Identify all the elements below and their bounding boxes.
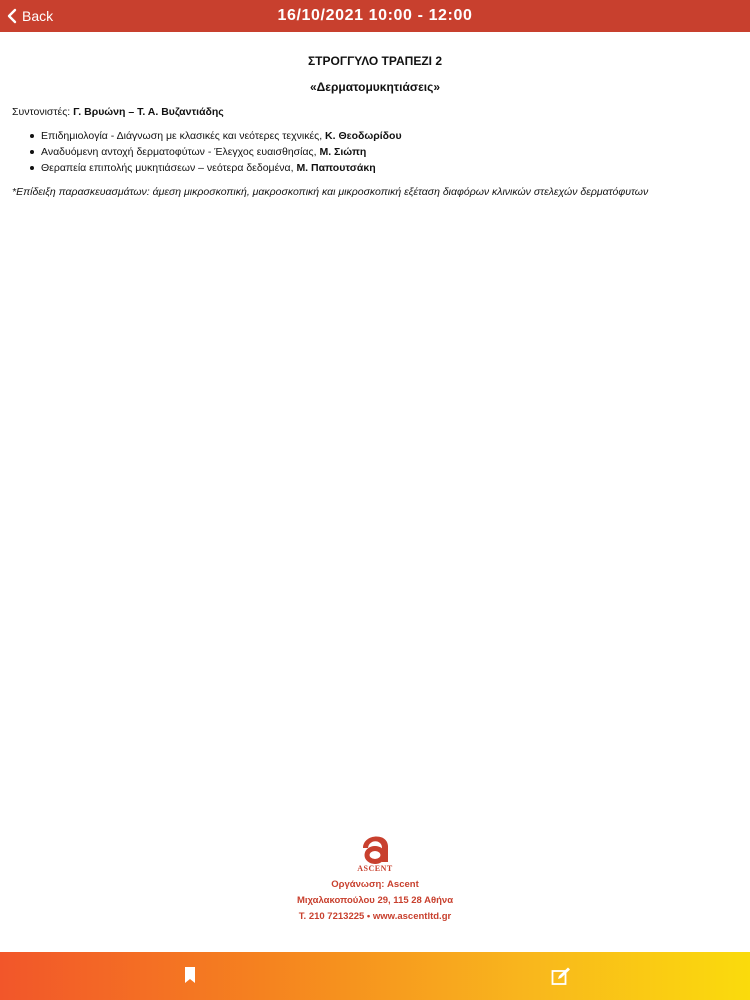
- session-details: [12, 54, 738, 198]
- bookmark-icon: [181, 966, 201, 986]
- bottom-tab-bar: [0, 952, 750, 1000]
- back-button[interactable]: [6, 0, 53, 32]
- organizer-line: Οργάνωση: Ascent: [331, 879, 419, 890]
- list-item: [30, 144, 738, 160]
- coordinators: [12, 106, 738, 118]
- notes-icon: [551, 966, 571, 986]
- session-subheading: «Δερματομυκητιάσεις»: [309, 80, 441, 94]
- talk-list: [30, 128, 738, 176]
- chevron-left-icon: [6, 8, 18, 24]
- organizer-footer: [0, 828, 750, 922]
- notes-tab[interactable]: [551, 966, 571, 986]
- logo-text: ASCENT: [357, 864, 393, 873]
- bookmark-tab[interactable]: [181, 966, 201, 986]
- back-button-label: Back: [22, 8, 54, 24]
- list-item: [30, 128, 738, 144]
- contact-line: Τ. 210 7213225 • www.ascentltd.gr: [298, 911, 452, 922]
- talk-speaker: Μ. Σιώπη: [319, 146, 367, 158]
- ascent-logo: [0, 828, 750, 873]
- talk-title: Θεραπεία επιπολής μυκητιάσεων – νεότερα δεδομένα,: [41, 162, 294, 174]
- talk-title: Αναδυόμενη αντοχή δερματοφύτων - Έλεγχος ευαισθησίας,: [41, 146, 317, 158]
- ascent-logo-icon: [355, 828, 395, 866]
- page-title: 16/10/2021 10:00 - 12:00: [277, 7, 473, 24]
- list-item: [30, 160, 738, 176]
- top-navigation-bar: [0, 0, 750, 32]
- session-note: *Επίδειξη παρασκευασμάτων: άμεση μικροσκοπική, μακροσκοπική και μικροσκοπική εξέταση διαφόρων κλινικών στελεχών δερματόφυτων: [12, 186, 649, 198]
- session-heading: ΣΤΡΟΓΓΥΛΟ ΤΡΑΠΕΖΙ 2: [307, 54, 442, 68]
- coordinators-label: Συντονιστές:: [12, 106, 71, 118]
- talk-speaker: Κ. Θεοδωρίδου: [325, 130, 402, 142]
- talk-speaker: Μ. Παπουτσάκη: [296, 162, 376, 174]
- address-line: Μιχαλακοπούλου 29, 115 28 Αθήνα: [296, 895, 454, 906]
- talk-title: Επιδημιολογία - Διάγνωση με κλασικές και νεότερες τεχνικές,: [41, 130, 323, 142]
- coordinators-names: Γ. Βρυώνη – Τ. Α. Βυζαντιάδης: [73, 106, 224, 118]
